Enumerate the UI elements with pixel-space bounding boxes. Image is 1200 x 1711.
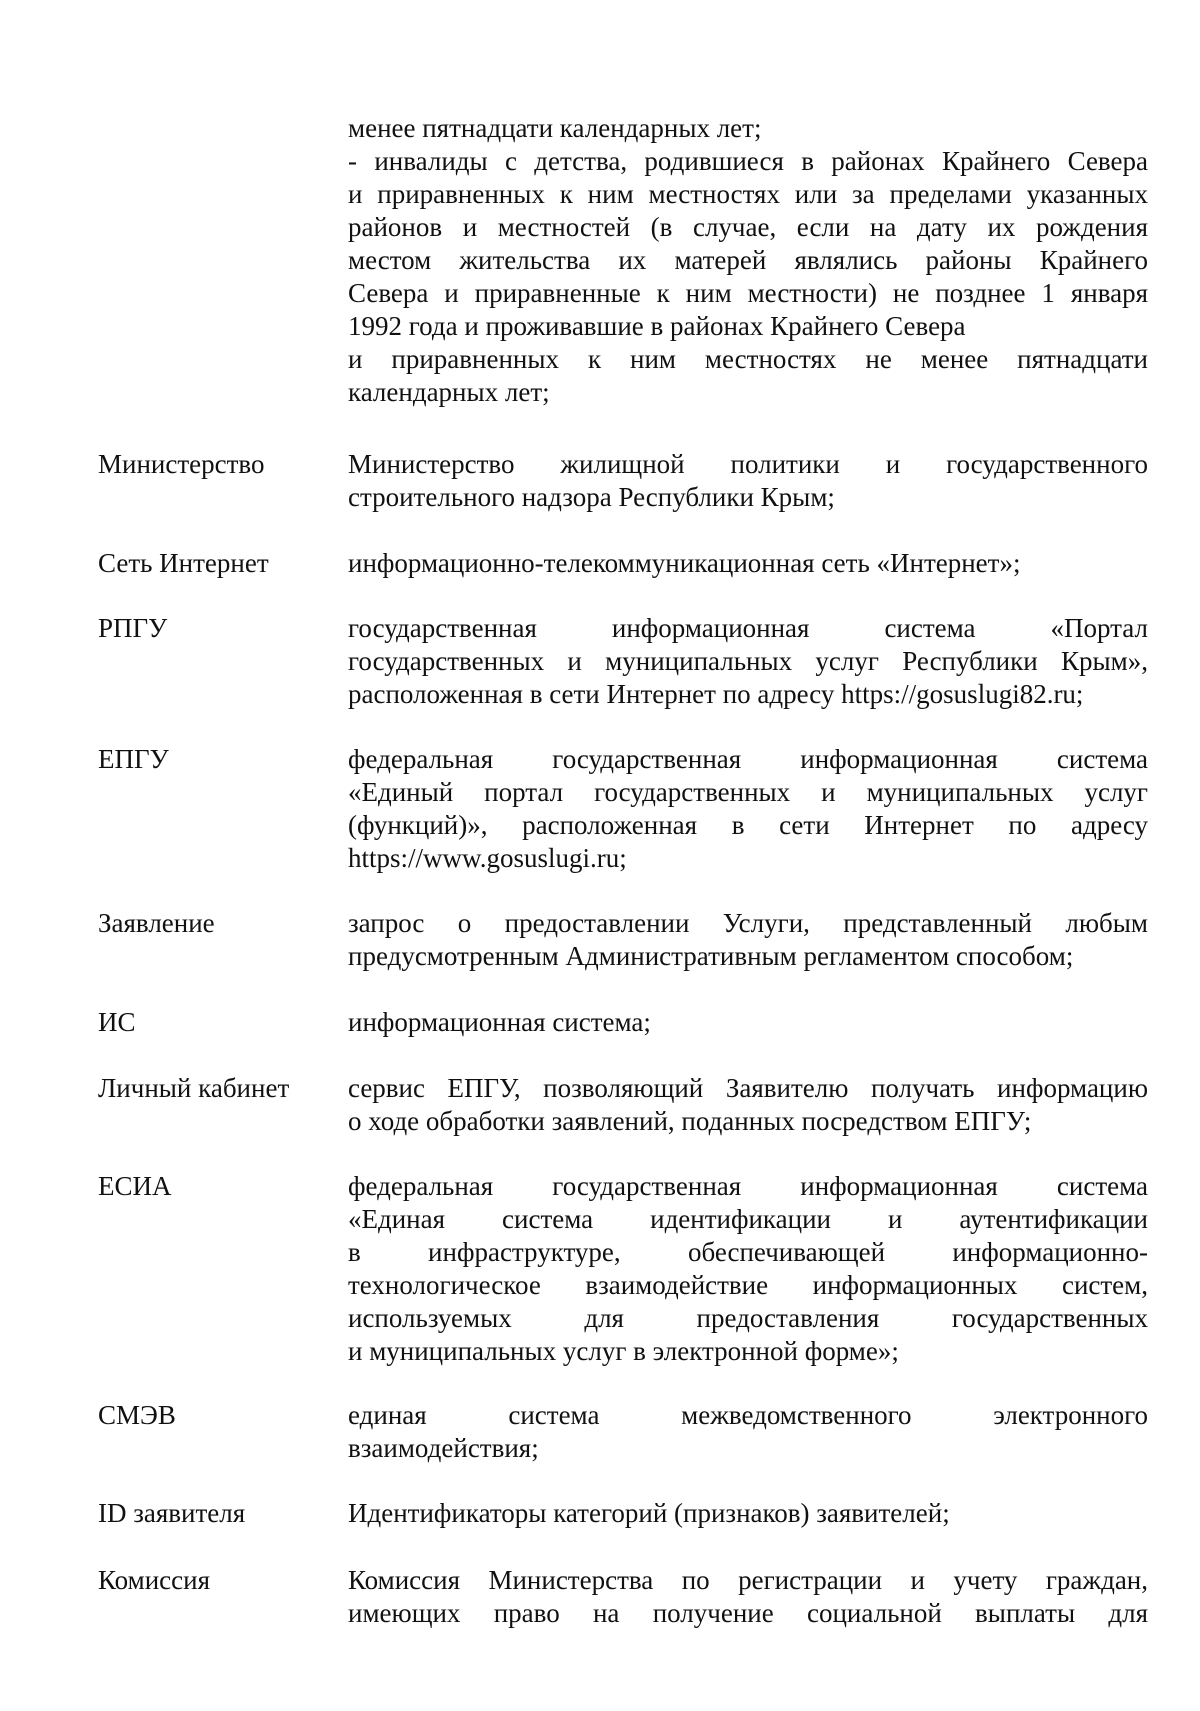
term-label: ID заявителя [98, 1498, 246, 1528]
text-line: и муниципальных услуг в электронной форме»; [348, 1336, 899, 1366]
text-line: районов и местностей (в случае, если на дату их рождения [348, 212, 1148, 242]
term-definition [348, 1170, 1148, 1368]
term-label: СМЭВ [98, 1400, 176, 1430]
text-line: Севера и приравненные к ним местности) не позднее 1 января [348, 278, 1148, 308]
term-definition [348, 1497, 1148, 1530]
text-line: единая система межведомственного электронного [348, 1400, 1148, 1430]
text-line: и приравненных к ним местностях или за пределами указанных [348, 179, 1148, 209]
term-label: РПГУ [98, 613, 168, 643]
text-line: федеральная государственная информационная система [348, 744, 1148, 774]
text-line: строительного надзора Республики Крым; [348, 482, 835, 512]
text-line: Комиссия Министерства по регистрации и учету граждан, [348, 1565, 1148, 1595]
text-line: взаимодействия; [348, 1433, 539, 1463]
text-line: расположенная в сети Интернет по адресу https://gosuslugi82.ru; [348, 679, 1084, 709]
text-line: информационная система; [348, 1007, 651, 1037]
term-definition [348, 1399, 1148, 1465]
text-line: (функций)», расположенная в сети Интернет по адресу [348, 810, 1148, 840]
term-definition [348, 612, 1148, 711]
term-label: Сеть Интернет [98, 548, 269, 578]
term-definition [348, 1006, 1148, 1039]
term-label: ИС [98, 1007, 136, 1037]
term-definition [348, 547, 1148, 580]
text-line: - инвалиды с детства, родившиеся в районах Крайнего Севера [348, 146, 1148, 176]
term-definition [348, 1072, 1148, 1138]
text-line: имеющих право на получение социальной выплаты для [348, 1598, 1148, 1628]
text-line: информационно-телекоммуникационная сеть «Интернет»; [348, 548, 1021, 578]
term-label: Министерство [98, 449, 265, 479]
text-line: и приравненных к ним местностях не менее пятнадцати [348, 344, 1148, 374]
continuation-paragraph [348, 112, 1148, 409]
text-line: «Единый портал государственных и муниципальных услуг [348, 777, 1148, 807]
text-line: используемых для предоставления государственных [348, 1303, 1148, 1333]
text-line: федеральная государственная информационная система [348, 1171, 1148, 1201]
term-label: ЕСИА [98, 1171, 172, 1201]
text-line: предусмотренным Административным регламентом способом; [348, 941, 1074, 971]
text-line: «Единая система идентификации и аутентификации [348, 1204, 1148, 1234]
text-line: менее пятнадцати календарных лет; [348, 113, 762, 143]
term-label: Комиссия [98, 1565, 211, 1595]
text-line: о ходе обработки заявлений, поданных посредством ЕПГУ; [348, 1106, 1032, 1136]
term-label: Личный кабинет [98, 1073, 290, 1103]
term-definition [348, 448, 1148, 514]
text-line: Министерство жилищной политики и государственного [348, 449, 1148, 479]
text-line: сервис ЕПГУ, позволяющий Заявителю получать информацию [348, 1073, 1148, 1103]
text-line: в инфраструктуре, обеспечивающей информационно- [348, 1237, 1148, 1267]
text-line: Идентификаторы категорий (признаков) заявителей; [348, 1498, 950, 1528]
term-definition [348, 1564, 1148, 1630]
text-line: государственная информационная система «Портал [348, 613, 1148, 643]
text-line: технологическое взаимодействие информационных систем, [348, 1270, 1148, 1300]
term-definition [348, 743, 1148, 875]
text-line: местом жительства их матерей являлись районы Крайнего [348, 245, 1148, 275]
text-line: запрос о предоставлении Услуги, представленный любым [348, 908, 1148, 938]
text-line: государственных и муниципальных услуг Республики Крым», [348, 646, 1148, 676]
text-line: календарных лет; [348, 377, 550, 407]
text-line: https://www.gosuslugi.ru; [348, 843, 627, 873]
term-definition [348, 907, 1148, 973]
term-label: Заявление [98, 908, 215, 938]
text-line: 1992 года и проживавшие в районах Крайнего Севера [348, 311, 966, 341]
term-label: ЕПГУ [98, 744, 169, 774]
